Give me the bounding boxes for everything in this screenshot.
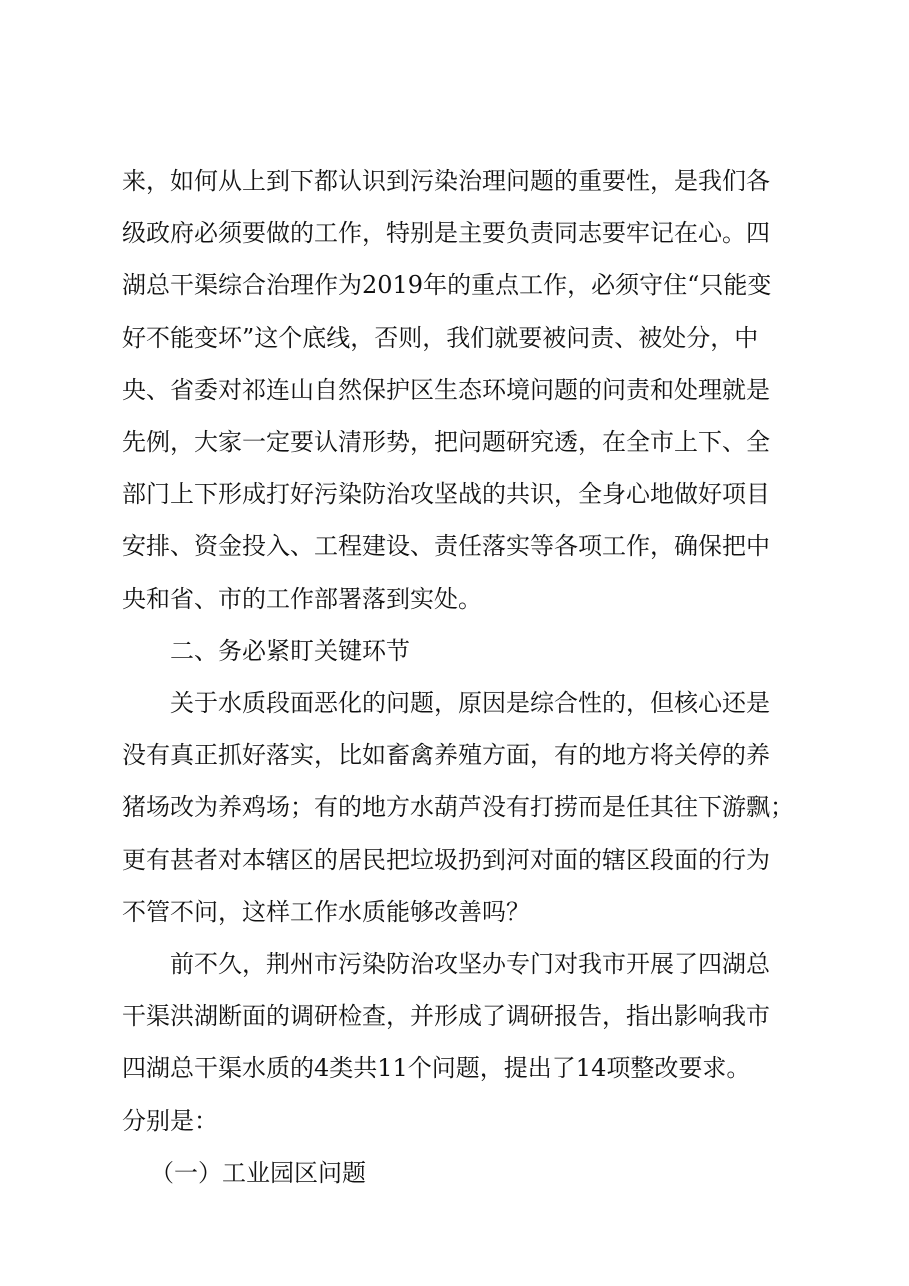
paragraph-2-line-4: 更有甚者对本辖区的居民把垃圾扔到河对面的辖区段面的行为 [122, 846, 770, 874]
paragraph-1-line-5: 央、省委对祁连山自然保护区生态环境问题的问责和处理就是 [122, 376, 770, 404]
paragraph-2-line-2: 没有真正抓好落实，比如畜禽养殖方面，有的地方将关停的养 [122, 741, 770, 769]
paragraph-1-line-4: 好不能变坏”这个底线，否则，我们就要被问责、被处分，中 [122, 324, 759, 352]
paragraph-1-line-3: 湖总干渠综合治理作为2019年的重点工作，必须守住“只能变 [122, 271, 772, 299]
paragraph-1-line-2: 级政府必须要做的工作，特别是主要负责同志要牢记在心。四 [122, 219, 770, 247]
paragraph-3-line-4: 分别是： [122, 1107, 218, 1135]
paragraph-2-line-1: 关于水质段面恶化的问题，原因是综合性的，但核心还是 [170, 689, 770, 717]
paragraph-1-line-9: 央和省、市的工作部署落到实处。 [122, 585, 482, 613]
paragraph-3-line-2: 干渠洪湖断面的调研检查，并形成了调研报告，指出影响我市 [122, 1002, 770, 1030]
paragraph-3-line-1: 前不久，荆州市污染防治攻坚办专门对我市开展了四湖总 [170, 950, 770, 978]
paragraph-1-line-1: 来，如何从上到下都认识到污染治理问题的重要性，是我们各 [122, 167, 770, 195]
paragraph-3-line-3: 四湖总干渠水质的4类共11个问题，提出了14项整改要求。 [122, 1054, 751, 1082]
paragraph-2-line-3: 猪场改为养鸡场；有的地方水葫芦没有打捞而是任其往下游飘； [122, 793, 794, 821]
paragraph-1-line-8: 安排、资金投入、工程建设、责任落实等各项工作，确保把中 [122, 532, 770, 560]
paragraph-2-line-5: 不管不问，这样工作水质能够改善吗？ [122, 898, 530, 926]
paragraph-1-line-7: 部门上下形成打好污染防治攻坚战的共识，全身心地做好项目 [122, 480, 770, 508]
paragraph-1-line-6: 先例，大家一定要认清形势，把问题研究透，在全市上下、全 [122, 428, 770, 456]
section-heading-2: 二、务必紧盯关键环节 [170, 637, 410, 665]
subheading-1: （一）工业园区问题 [150, 1159, 366, 1187]
